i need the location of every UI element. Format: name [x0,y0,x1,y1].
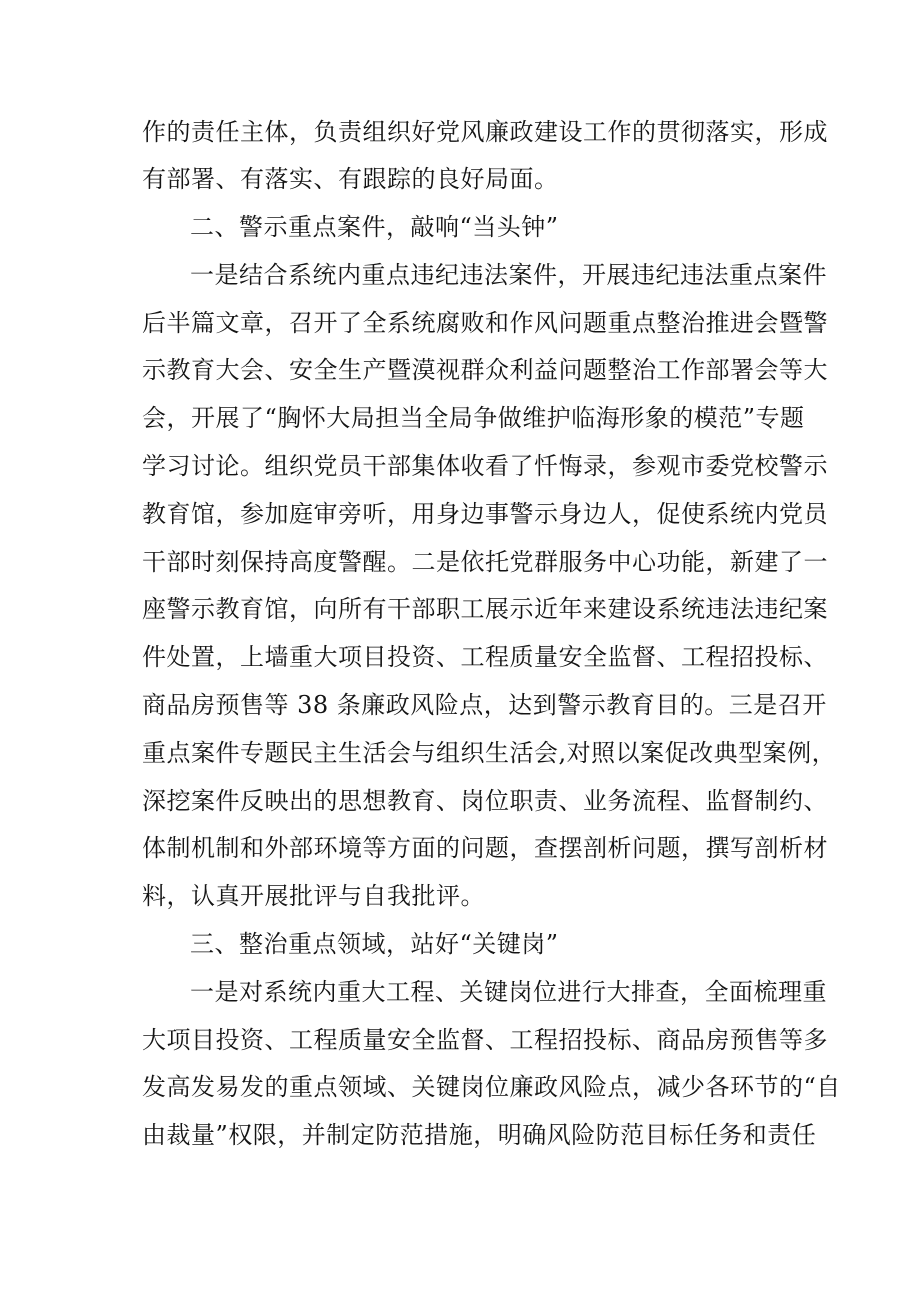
paragraph-2-line-10: 商品房预售等 38 条廉政风险点，达到警示教育目的。三是召开 [142,691,827,719]
paragraph-2-line-12: 深挖案件反映出的思想教育、岗位职责、业务流程、监督制约、 [142,787,828,815]
paragraph-3-line-2: 大项目投资、工程质量安全监督、工程招投标、商品房预售等多 [142,1026,828,1054]
paragraph-2-line-1: 一是结合系统内重点违纪违法案件，开展违纪违法重点案件 [190,261,827,289]
paragraph-2-line-9: 件处置，上墙重大项目投资、工程质量安全监督、工程招投标、 [142,643,828,671]
paragraph-2-line-8: 座警示教育馆，向所有干部职工展示近年来建设系统违法违纪案 [142,595,828,623]
paragraph-2-line-4: 会，开展了“胸怀大局担当全局争做维护临海形象的模范”专题 [142,404,805,432]
paragraph-1-line-2: 有部署、有落实、有跟踪的良好局面。 [142,165,559,193]
paragraph-2-line-6: 教育馆，参加庭审旁听，用身边事警示身边人，促使系统内党员 [142,500,828,528]
paragraph-2-line-7: 干部时刻保持高度警醒。二是依托党群服务中心功能，新建了一 [142,548,828,576]
paragraph-2-line-13: 体制机制和外部环境等方面的问题，查摆剖析问题，撰写剖析材 [142,834,828,862]
paragraph-2-line-3: 示教育大会、安全生产暨漠视群众利益问题整治工作部署会等大 [142,356,828,384]
paragraph-2-line-2: 后半篇文章，召开了全系统腐败和作风问题重点整治推进会暨警 [142,309,828,337]
paragraph-2-line-14: 料，认真开展批评与自我批评。 [142,882,485,910]
paragraph-1-line-1: 作的责任主体，负责组织好党风廉政建设工作的贯彻落实，形成 [142,118,828,146]
paragraph-3-line-4: 由裁量”权限，并制定防范措施，明确风险防范目标任务和责任 [142,1121,817,1149]
paragraph-2-line-5: 学习讨论。组织党员干部集体收看了忏悔录，参观市委党校警示 [142,452,828,480]
section-heading-2: 二、警示重点案件，敲响“当头钟” [190,213,559,241]
paragraph-3-line-1: 一是对系统内重大工程、关键岗位进行大排查，全面梳理重 [190,978,827,1006]
paragraph-2-line-11: 重点案件专题民主生活会与组织生活会,对照以案促改典型案例， [142,739,837,767]
paragraph-3-line-3: 发高发易发的重点领域、关键岗位廉政风险点，减少各环节的“自 [142,1073,841,1101]
section-heading-3: 三、整治重点领域，站好“关键岗” [190,930,559,958]
